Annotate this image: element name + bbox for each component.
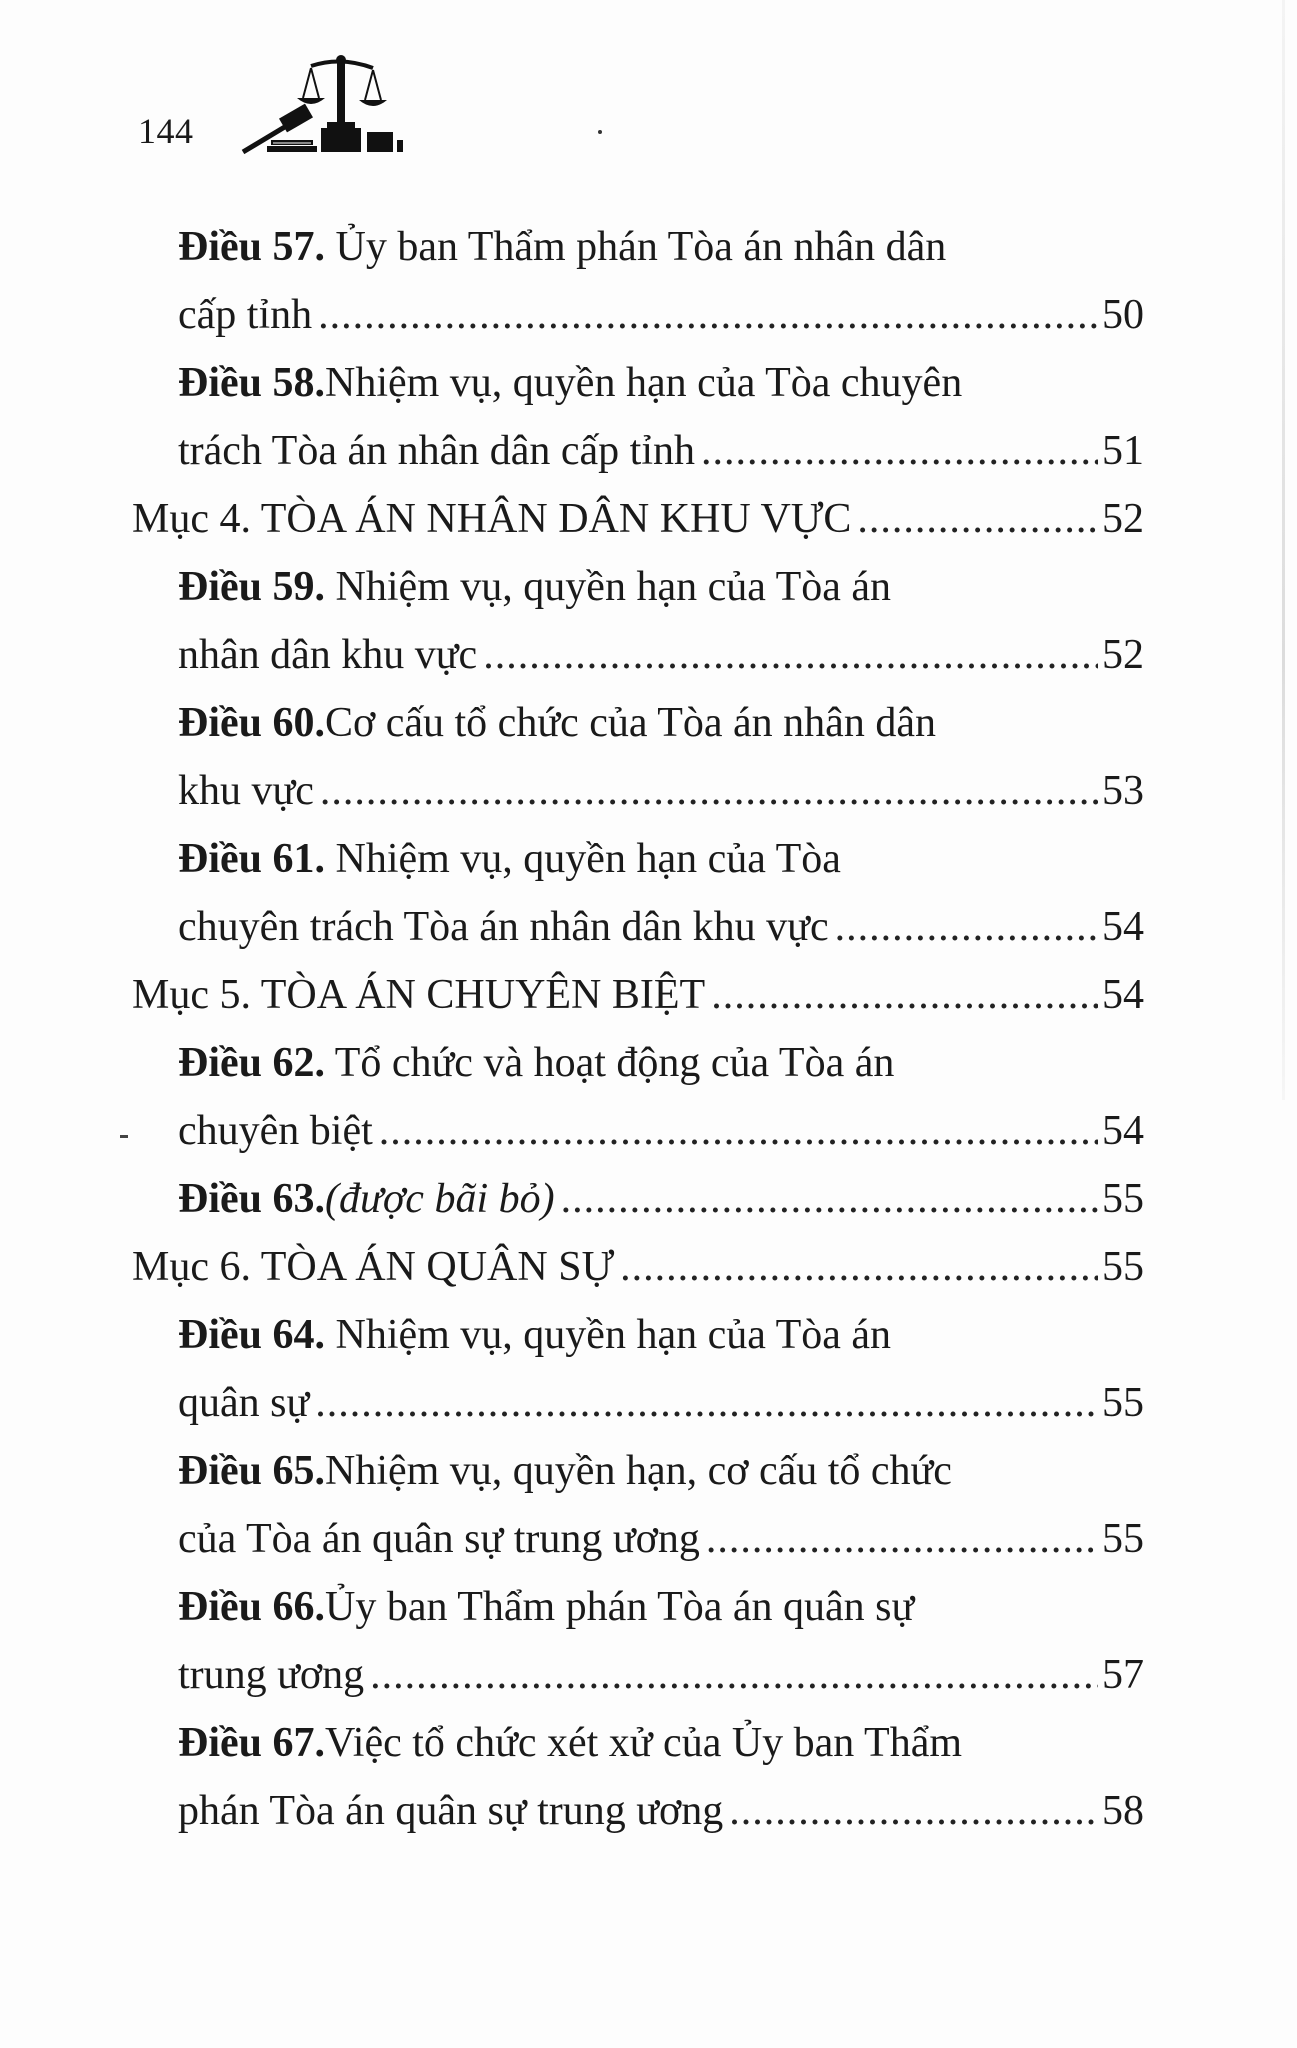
toc-entry [178,286,1144,344]
toc-entry [178,626,1144,684]
leader-dots [370,1646,1098,1704]
page-ref: 58 [1102,1788,1144,1834]
article-number: Điều 67. [178,1720,325,1766]
leader-dots [379,1102,1098,1160]
article-title: của Tòa án quân sự trung ương [178,1516,700,1562]
toc-entry-title [178,1578,1098,1636]
toc-entry [178,1374,1144,1432]
leader-dots [620,1238,1098,1296]
toc-entry [178,1646,1144,1704]
article-number: Điều 61. [178,836,325,882]
article-number: Điều 66. [178,1584,325,1630]
leader-dots [318,286,1098,344]
article-title: Nhiệm vụ, quyền hạn của Tòa [325,836,841,882]
leader-dots [835,898,1098,956]
leader-dots [315,1374,1098,1432]
toc-entry [178,422,1144,480]
toc-entry-title [178,354,1098,412]
toc-entry-title [178,1442,1098,1500]
toc-entry-title [178,1306,1058,1364]
article-title: trung ương [178,1652,365,1698]
leader-dots [483,626,1098,684]
article-title: Nhiệm vụ, quyền hạn, cơ cấu tổ chức [325,1448,952,1494]
toc-entry-title [178,694,1098,752]
page-edge-shadow [1282,0,1285,1100]
article-title: chuyên biệt [178,1108,373,1154]
article-title: Nhiệm vụ, quyền hạn của Tòa án [325,1312,892,1358]
toc-entry-title [178,1714,1098,1772]
toc-section [132,966,1144,1024]
toc-entry [178,1510,1144,1568]
article-number: Điều 57. [178,224,325,270]
toc-entry [178,898,1144,956]
page-ref: 54 [1102,904,1144,950]
page-ref: 51 [1102,428,1144,474]
article-number: Điều 58. [178,360,325,406]
article-title: Nhiệm vụ, quyền hạn của Tòa án [325,564,892,610]
toc-section [132,490,1144,548]
speck [598,130,602,134]
article-title: phán Tòa án quân sự trung ương [178,1788,724,1834]
article-number: Điều 59. [178,564,325,610]
article-title: quân sự [178,1380,310,1426]
toc-entry [178,1102,1144,1160]
leader-dots [729,1782,1098,1840]
article-number: Điều 60. [178,700,325,746]
leader-dots [857,490,1098,548]
margin-mark [120,1135,128,1138]
article-title: Nhiệm vụ, quyền hạn của Tòa chuyên [325,360,963,406]
leader-dots [701,422,1098,480]
article-title: chuyên trách Tòa án nhân dân khu vực [178,904,829,950]
toc-section [132,1238,1144,1296]
leader-dots [711,966,1098,1024]
page-header [138,48,438,158]
page-ref: 55 [1102,1176,1144,1222]
page-ref: 52 [1102,632,1144,678]
article-title: nhân dân khu vực [178,632,478,678]
leader-dots [320,762,1098,820]
toc-entry [178,1170,1144,1228]
page-ref: 55 [1102,1516,1144,1562]
article-title: cấp tỉnh [178,292,313,338]
toc-entry-title [178,558,1058,616]
article-number: Điều 63. [178,1176,325,1222]
page-ref: 50 [1102,292,1144,338]
page-number: 144 [138,111,194,151]
page-ref: 53 [1102,768,1144,814]
page-ref: 52 [1102,496,1144,542]
toc-entry [178,1782,1144,1840]
article-title: Việc tổ chức xét xử của Ủy ban Thẩm [325,1720,963,1766]
scales-of-justice-icon [223,48,413,156]
page-ref: 57 [1102,1652,1144,1698]
toc-entry-title [178,830,1058,888]
page-ref: 55 [1102,1380,1144,1426]
section-title: Mục 5. TÒA ÁN CHUYÊN BIỆT [132,972,706,1018]
toc-entry-title [178,1034,1058,1092]
article-title: Cơ cấu tổ chức của Tòa án nhân dân [325,700,936,746]
article-number: Điều 65. [178,1448,325,1494]
article-title: khu vực [178,768,314,814]
article-title: Tổ chức và hoạt động của Tòa án [325,1040,895,1086]
page-ref: 55 [1102,1244,1144,1290]
page-ref: 54 [1102,972,1144,1018]
article-number: Điều 62. [178,1040,325,1086]
toc-entry [178,762,1144,820]
section-title: Mục 6. TÒA ÁN QUÂN SỰ [132,1244,615,1290]
article-title: Ủy ban Thẩm phán Tòa án quân sự [325,1584,915,1630]
article-number: Điều 64. [178,1312,325,1358]
leader-dots [561,1170,1098,1228]
page-ref: 54 [1102,1108,1144,1154]
article-title: Ủy ban Thẩm phán Tòa án nhân dân [325,224,947,270]
leader-dots [706,1510,1098,1568]
article-title: (được bãi bỏ) [325,1176,555,1222]
article-title: trách Tòa án nhân dân cấp tỉnh [178,428,696,474]
toc-entry-title [178,218,1058,276]
section-title: Mục 4. TÒA ÁN NHÂN DÂN KHU VỰC [132,496,852,542]
